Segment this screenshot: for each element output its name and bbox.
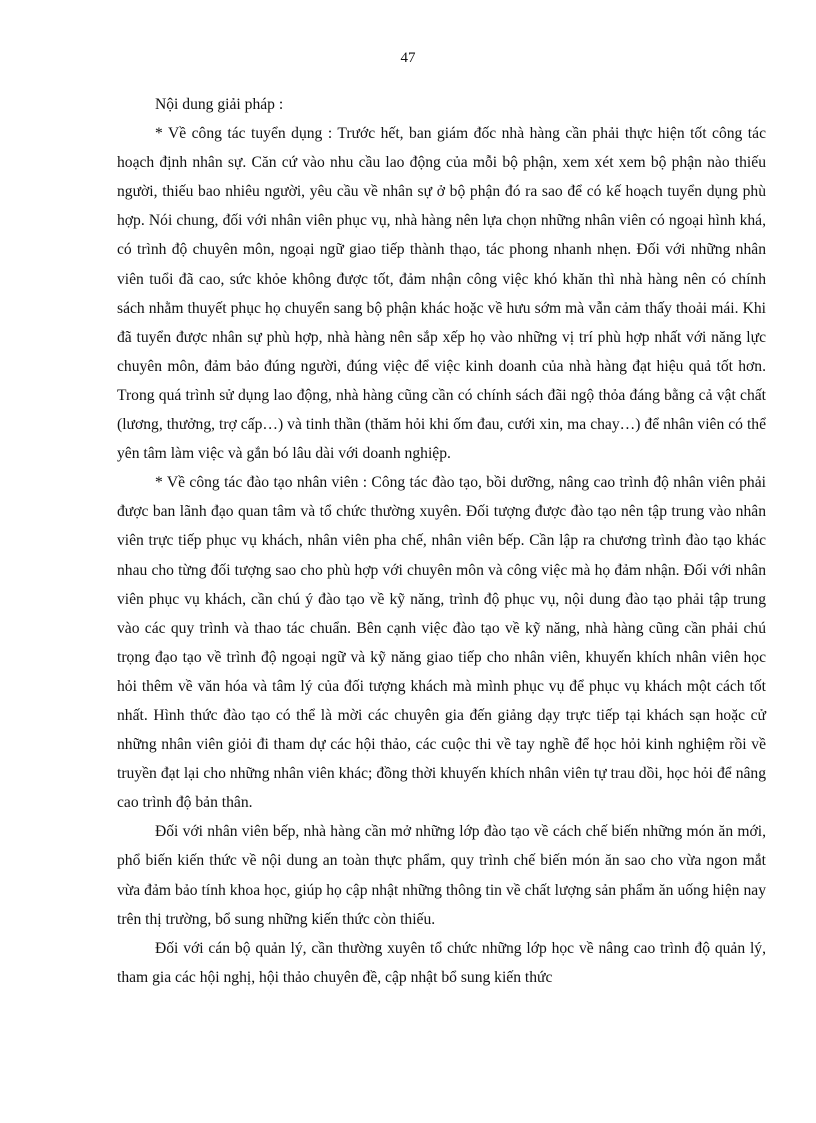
- page-number: 47: [400, 50, 416, 66]
- document-body: [117, 90, 766, 992]
- section-heading: Nội dung giải pháp :: [155, 96, 284, 113]
- paragraph-managers: Đối với cán bộ quản lý, cần thường xuyên tổ chức những lớp học về nâng cao trình độ quản lý, tham gia các hội nghị, hội thảo chuyên đề, cập nhật bổ sung kiến thức: [117, 939, 766, 986]
- paragraph-staff-training: * Về công tác đào tạo nhân viên : Công tác đào tạo, bồi dưỡng, nâng cao trình độ nhân viên phải được ban lãnh đạo quan tâm và tổ chức thường xuyên. Đối tượng được đào tạo nên tập trung vào nhân viên trực tiếp phục vụ khách, nhân viên pha chế, nhân viên bếp. Cần lập ra chương trình đào tạo khác nhau cho từng đối tượng sao cho phù hợp với chuyên môn và công việc mà họ đảm nhận. Đối với nhân viên phục vụ khách, cần chú ý đào tạo về kỹ năng, trình độ phục vụ, nội dung đào tạo phải tập trung vào các quy trình và thao tác chuẩn. Bên cạnh việc đào tạo về kỹ năng, nhà hàng cũng cần phải chú trọng đạo tạo về trình độ ngoại ngữ và kỹ năng giao tiếp cho nhân viên, khuyến khích nhân viên học hỏi thêm về văn hóa và tâm lý của đối tượng khách mà mình phục vụ để phục vụ khách một cách tốt nhất. Hình thức đào tạo có thể là mời các chuyên gia đến giảng dạy trực tiếp tại khách sạn hoặc cử những nhân viên giỏi đi tham dự các hội thảo, các cuộc thi về tay nghề để học hỏi kinh nghiệm rồi về truyền đạt lại cho những nhân viên khác; đồng thời khuyến khích nhân viên tự trau dồi, học hỏi để nâng cao trình độ bản thân.: [117, 474, 766, 812]
- paragraph-kitchen-staff: Đối với nhân viên bếp, nhà hàng cần mở những lớp đào tạo về cách chế biến những món ăn mới, phổ biến kiến thức về nội dung an toàn thực phẩm, quy trình chế biến món ăn sao cho vừa ngon mắt vừa đảm bảo tính khoa học, giúp họ cập nhật những thông tin về chất lượng sản phẩm ăn uống hiện nay trên thị trường, bổ sung những kiến thức còn thiếu.: [117, 823, 766, 928]
- paragraph-recruitment: * Về công tác tuyển dụng : Trước hết, ban giám đốc nhà hàng cần phải thực hiện tốt công tác hoạch định nhân sự. Căn cứ vào nhu cầu lao động của mỗi bộ phận, xem xét xem bộ phận nào thiếu người, thiếu bao nhiêu người, yêu cầu về nhân sự ở bộ phận đó ra sao để có kế hoạch tuyển dụng phù hợp. Nói chung, đối với nhân viên phục vụ, nhà hàng nên lựa chọn những nhân viên có ngoại hình khá, có trình độ chuyên môn, ngoại ngữ giao tiếp thành thạo, tác phong nhanh nhẹn. Đối với những nhân viên tuổi đã cao, sức khỏe không được tốt, đảm nhận công việc khó khăn thì nhà hàng nên có chính sách nhằm thuyết phục họ chuyển sang bộ phận khác hoặc về hưu sớm mà vẫn cảm thấy thoải mái. Khi đã tuyển được nhân sự phù hợp, nhà hàng nên sắp xếp họ vào những vị trí phù hợp nhất với năng lực chuyên môn, đảm bảo đúng người, đúng việc để việc kinh doanh của nhà hàng đạt hiệu quả tốt hơn. Trong quá trình sử dụng lao động, nhà hàng cũng cần có chính sách đãi ngộ thỏa đáng bằng cả vật chất (lương, thưởng, trợ cấp…) và tinh thần (thăm hỏi khi ốm đau, cưới xin, ma chay…) để nhân viên có thể yên tâm làm việc và gắn bó lâu dài với doanh nghiệp.: [117, 125, 766, 463]
